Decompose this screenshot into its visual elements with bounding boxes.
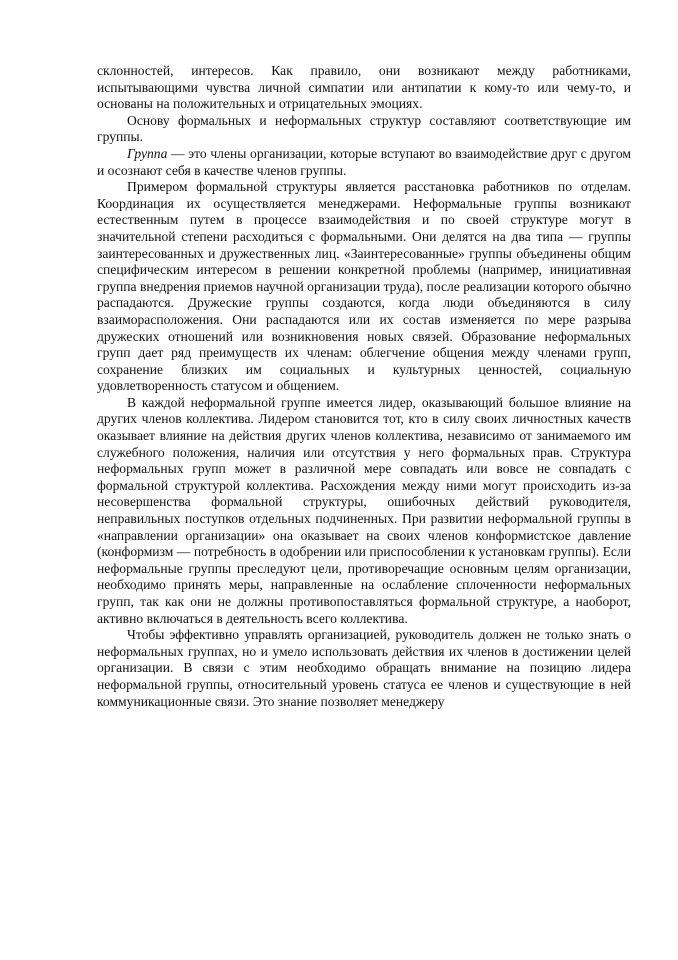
paragraph-formal-informal-groups <box>97 179 631 395</box>
paragraph-text: — это члены организации, которые вступают во взаимодействие друг с другом и осознают себя в качестве членов группы. <box>97 145 631 178</box>
paragraph-text: Чтобы эффективно управлять организацией, руководитель должен не только знать о неформальных группах, но и умело использовать действия их членов в достижении целей организации. В связи с этим необходимо обращать внимание на позицию лидера неформальной группы, относительный уровень статуса ее членов и существующие в ней коммуникационные связи. Это знание позволяет менеджеру <box>97 627 631 709</box>
paragraph-management <box>97 627 631 710</box>
paragraph-group-definition <box>97 146 631 179</box>
paragraph-continuation <box>97 63 631 113</box>
document-page <box>97 63 631 710</box>
paragraph-structures <box>97 113 631 146</box>
paragraph-leader <box>97 395 631 627</box>
paragraph-text: В каждой неформальной группе имеется лидер, оказывающий большое влияние на других членов коллектива. Лидером становится тот, кто в силу своих личностных качеств оказывает влияние на действия других членов коллектива, независимо от занимаемого им служебного положения, наличия или отсутствия у него формальных прав. Структура неформальных групп может в различной мере совпадать или вовсе не совпадать с формальной структурой коллектива. Расхождения между ними могут происходить из-за несовершенства формальной структуры, ошибочных действий руководителя, неправильных поступков отдельных подчиненных. При развитии неформальной группы в «направлении организации» она оказывает на своих членов конформистское давление (конформизм — потребность в одобрении или приспособлении к установкам группы). Если неформальные группы преследуют цели, противоречащие основным целям организации, необходимо принять меры, направленные на ослабление сплоченности неформальных групп, так как они не должны противопоставляться формальной структуре, а наоборот, активно включаться в деятельность всего коллектива. <box>97 394 631 626</box>
paragraph-text: склонностей, интересов. Как правило, они возникают между работниками, испытывающими чувства личной симпатии или антипатии к кому-то или чему-то, и основаны на положительных и отрицательных эмоциях. <box>97 63 631 112</box>
paragraph-text: Основу формальных и неформальных структур составляют соответствующие им группы. <box>97 112 631 145</box>
paragraph-text: Примером формальной структуры является расстановка работников по отделам. Координация их осуществляется менеджерами. Неформальные группы возникают естественным путем в процессе взаимодействия и по своей структуре могут в значительной степени расходиться с формальными. Они делятся на два типа — группы заинтересованных и дружественных лиц. «Заинтересованные» группы объединены общим специфическим интересом в решении конкретной проблемы (например, инициативная группа внедрения приемов научной организации труда), после реализации которого обычно распадаются. Дружеские группы создаются, когда люди объединяются в силу взаиморасположения. Они распадаются или их состав изменяется по мере разрыва дружеских отношений или возникновения новых связей. Образование неформальных групп дает ряд преимуществ их членам: облегчение общения между членами групп, сохранение близких им социальных и культурных ценностей, социальную удовлетворенность статусом и общением. <box>97 179 631 394</box>
defined-term: Группа <box>127 145 168 161</box>
